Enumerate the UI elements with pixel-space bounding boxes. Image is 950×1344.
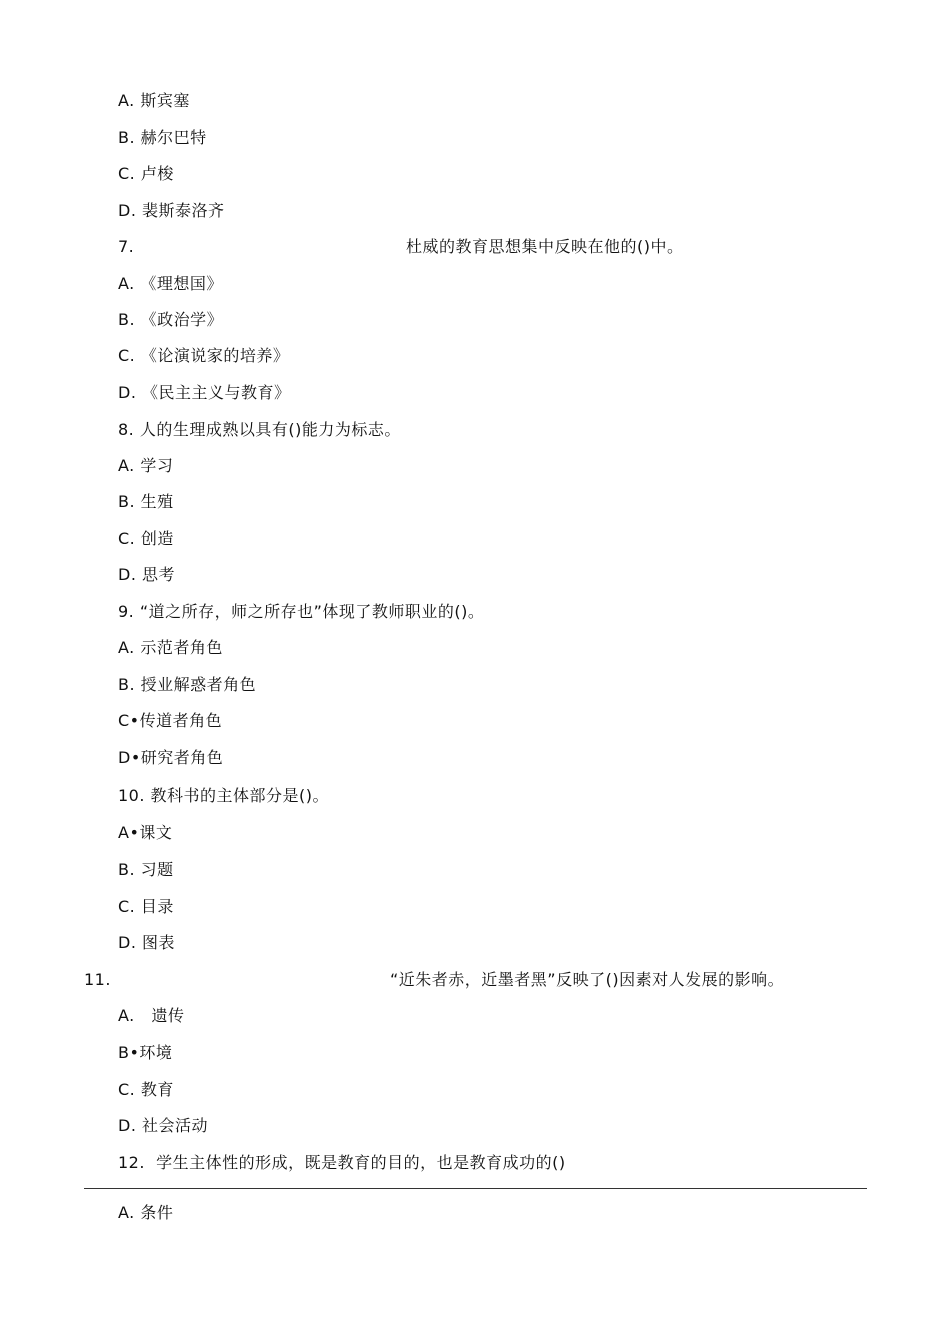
q9-option-c: C•传道者角色 — [118, 711, 223, 730]
q8-option-d: D. 思考 — [118, 565, 175, 584]
q7-option-b: B. 《政治学》 — [118, 310, 224, 329]
question-10: 10. 教科书的主体部分是()。 — [118, 786, 330, 805]
q10-option-d: D. 图表 — [118, 933, 175, 952]
q9-option-d: D•研究者角色 — [118, 748, 224, 767]
q9-option-b: B. 授业解惑者角色 — [118, 675, 257, 694]
q12-option-a: A. 条件 — [118, 1203, 174, 1222]
q7-option-a: A. 《理想国》 — [118, 274, 223, 293]
option-b-herbart: B. 赫尔巴特 — [118, 128, 207, 147]
q8-option-b: B. 生殖 — [118, 492, 174, 511]
q9-option-a: A. 示范者角色 — [118, 638, 223, 657]
question-7-number: 7. — [118, 237, 135, 256]
option-a-spencer: A. 斯宾塞 — [118, 91, 190, 110]
q7-option-c: C. 《论演说家的培养》 — [118, 346, 290, 365]
q11-option-b: B•环境 — [118, 1043, 173, 1062]
question-8: 8. 人的生理成熟以具有()能力为标志。 — [118, 420, 401, 439]
q8-option-a: A. 学习 — [118, 456, 174, 475]
question-9: 9. “道之所存，师之所存也”体现了教师职业的()。 — [118, 602, 485, 621]
question-7-text: 杜威的教育思想集中反映在他的()中。 — [406, 237, 684, 256]
question-11-number: 11. — [84, 970, 111, 989]
question-11-text: “近朱者赤，近墨者黑”反映了()因素对人发展的影响。 — [390, 970, 785, 989]
q7-option-d: D. 《民主主义与教育》 — [118, 383, 291, 402]
option-c-rousseau: C. 卢梭 — [118, 164, 174, 183]
q11-option-c: C. 教育 — [118, 1080, 174, 1099]
q11-option-d: D. 社会活动 — [118, 1116, 208, 1135]
q10-option-a: A•课文 — [118, 823, 173, 842]
q10-option-c: C. 目录 — [118, 897, 174, 916]
q10-option-b: B. 习题 — [118, 860, 174, 879]
horizontal-rule — [84, 1188, 867, 1189]
question-12: 12. 学生主体性的形成，既是教育的目的，也是教育成功的() — [118, 1153, 566, 1172]
q8-option-c: C. 创造 — [118, 529, 174, 548]
q11-option-a: A. 遗传 — [118, 1006, 185, 1025]
option-d-pestalozzi: D. 裴斯泰洛齐 — [118, 201, 225, 220]
